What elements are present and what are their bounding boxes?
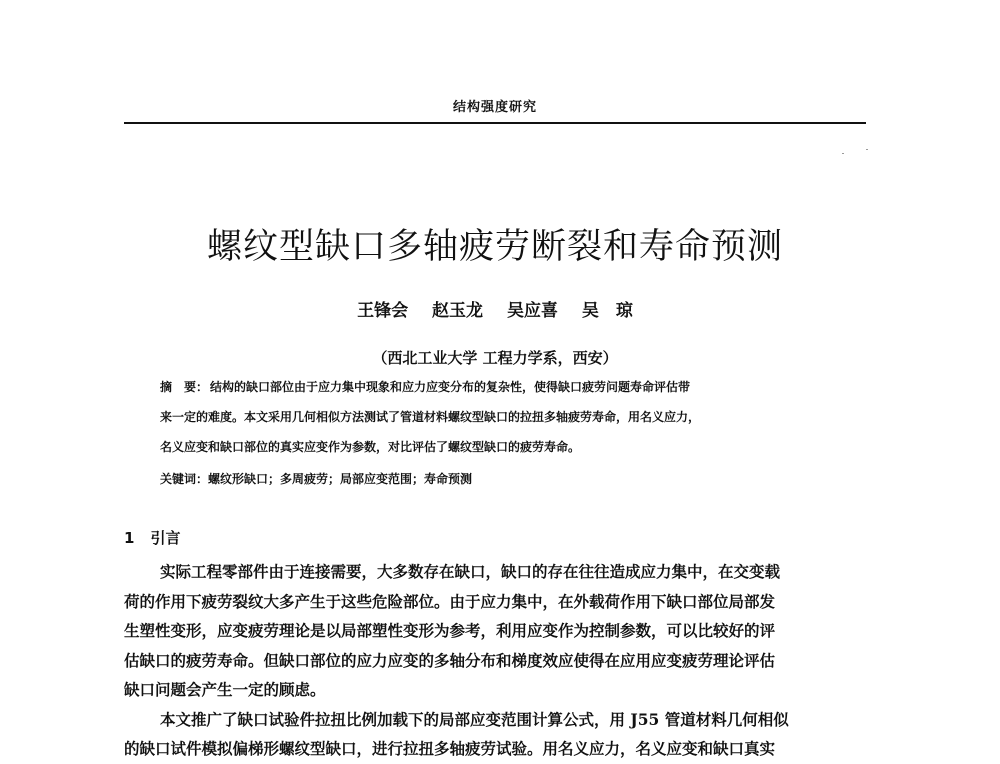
abstract-line: 名义应变和缺口部位的真实应变作为参数，对比评估了螺纹型缺口的疲劳寿命。 — [160, 440, 581, 454]
scan-speck — [842, 153, 844, 154]
running-header: 结构强度研究 — [452, 100, 537, 115]
author-name: 吴 琼 — [581, 301, 633, 321]
author-name: 王锋会 — [357, 301, 409, 321]
section-title: 引言 — [150, 529, 181, 547]
header-rule — [124, 122, 866, 124]
keywords-label: 关键词： — [160, 472, 209, 486]
body-line: 荷的作用下疲劳裂纹大多产生于这些危险部位。由于应力集中，在外载荷作用下缺口部位局部发 — [124, 591, 776, 611]
abstract-line: 来一定的难度。本文采用几何相似方法测试了管道材料螺纹型缺口的拉扭多轴疲劳寿命，用名义应力， — [160, 410, 701, 424]
abstract-line — [160, 372, 860, 402]
keywords — [160, 466, 860, 492]
body-line: 实际工程零部件由于连接需要，大多数存在缺口，缺口的存在往往造成应力集中，在交变载 — [160, 562, 781, 581]
abstract-text: 结构的缺口部位由于应力集中现象和应力应变分布的复杂性，使得缺口疲劳问题寿命评估带 — [210, 380, 691, 394]
paper-title: 螺纹型缺口多轴疲劳断裂和寿命预测 — [206, 227, 783, 267]
author-list — [124, 297, 866, 325]
body-line: 生塑性变形，应变疲劳理论是以局部塑性变形为参考，利用应变作为控制参数，可以比较好的评 — [124, 621, 776, 640]
abstract — [160, 372, 860, 462]
keywords-text: 螺纹形缺口；多周疲劳；局部应变范围；寿命预测 — [208, 472, 473, 486]
body-line: 的缺口试件模拟偏梯形螺纹型缺口，进行拉扭多轴疲劳试验。用名义应力，名义应变和缺口真实 — [124, 739, 776, 758]
body-text — [124, 557, 866, 764]
abstract-label: 摘 要： — [160, 380, 209, 394]
body-line: 缺口问题会产生一定的顾虑。 — [124, 680, 326, 699]
author-name: 赵玉龙 — [432, 301, 484, 321]
affiliation: （西北工业大学 工程力学系，西安） — [372, 349, 618, 367]
author-name: 吴应喜 — [506, 301, 558, 321]
section-heading — [124, 525, 180, 551]
section-number: 1 — [124, 529, 135, 547]
scan-speck — [866, 149, 868, 150]
body-line: 估缺口的疲劳寿命。但缺口部位的应力应变的多轴分布和梯度效应使得在应用应变疲劳理论评估 — [124, 650, 776, 670]
body-line: 本文推广了缺口试验件拉扭比例加载下的局部应变范围计算公式，用 J55 管道材料几何相似 — [160, 709, 789, 729]
